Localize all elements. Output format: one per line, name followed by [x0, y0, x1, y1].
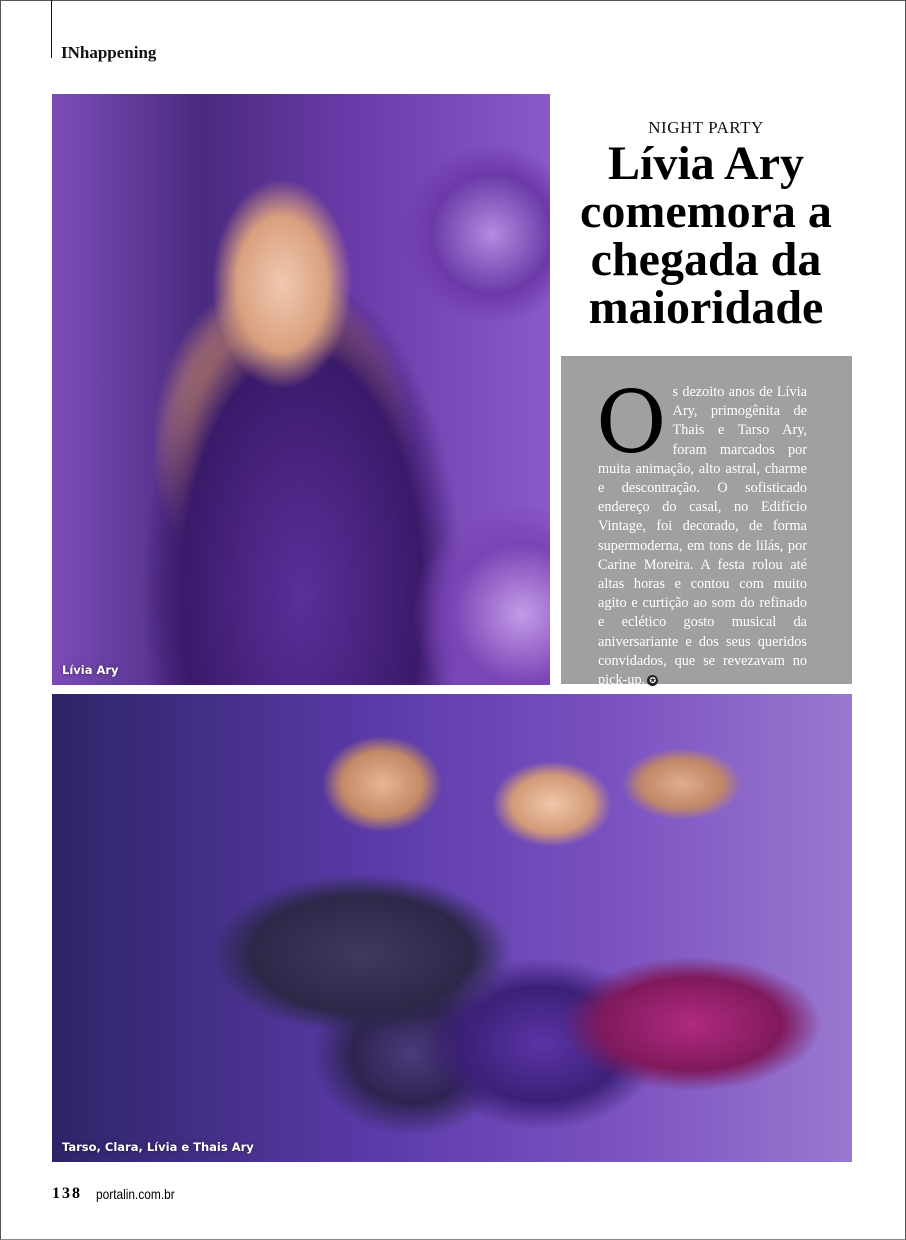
photo-family	[52, 694, 852, 1162]
article-body-box	[561, 356, 852, 689]
article-title: Lívia Ary comemora a chegada da maioridade	[580, 137, 832, 334]
photo-caption: Lívia Ary	[62, 663, 119, 677]
section-rule	[51, 0, 52, 58]
drop-cap: O	[596, 373, 667, 473]
site-url: portalin.com.br	[96, 1186, 175, 1202]
article-kicker: NIGHT PARTY	[648, 118, 764, 137]
photo-caption: Tarso, Clara, Lívia e Thais Ary	[62, 1140, 254, 1154]
section-label: INhappening	[61, 43, 157, 62]
article-text: s dezoito anos de Lívia Ary, primogênita de Thais e Tarso Ary, foram marcados por muita animação, alto astral, charme e descontração. O sofisticado endereço do casal, no Edifício Vintage, foi decorado, de forma supermoderna, em tons de lilás, por Carine Moreira. A festa rolou até altas horas e contou com muito agito e curtição ao som do refinado e eclético gosto musical da aniversariante e dos seus queridos convidados, que se revezavam no pick-up.	[598, 384, 807, 689]
photo-livia-ary	[52, 94, 550, 685]
end-mark-icon: ✪	[647, 675, 658, 686]
page-number: 138	[52, 1185, 82, 1202]
article-body	[596, 373, 807, 690]
